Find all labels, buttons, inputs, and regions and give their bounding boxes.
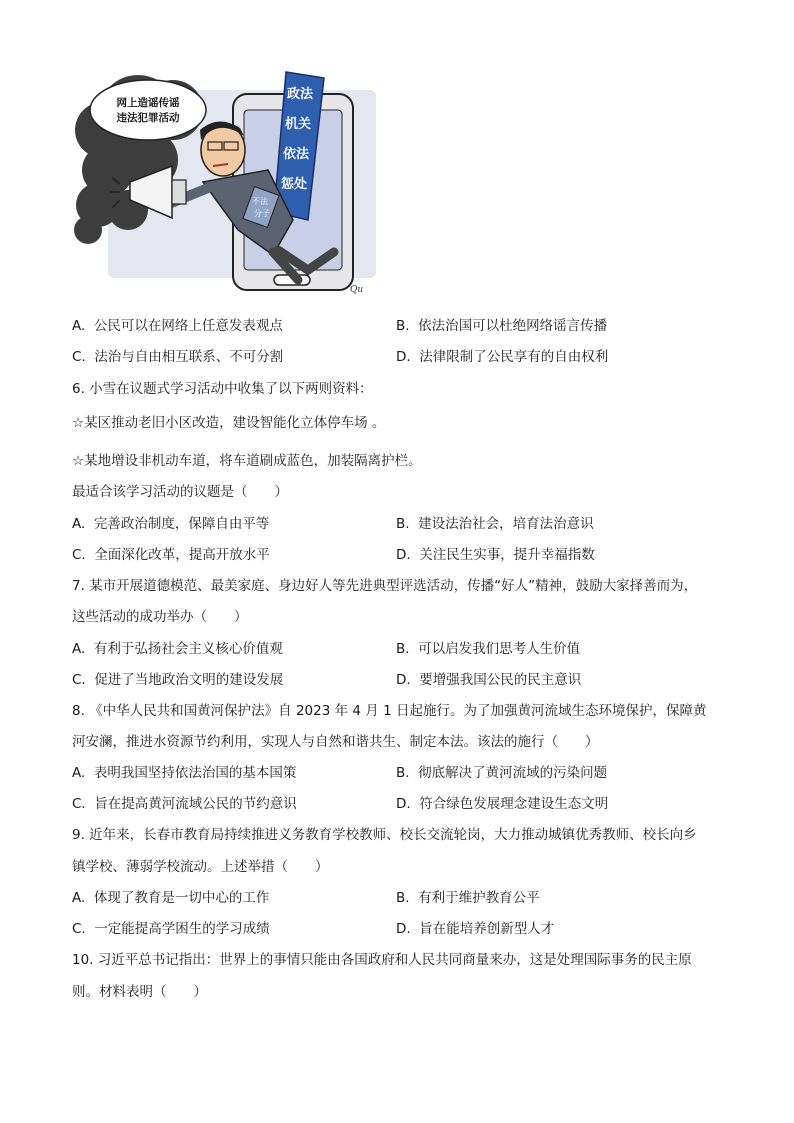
option-letter: C. — [72, 547, 86, 563]
option-text: 建设法治社会，培育法治意识 — [418, 516, 594, 532]
q6-option-c[interactable] — [72, 546, 270, 564]
option-letter: D. — [396, 796, 411, 812]
option-letter: A. — [72, 890, 86, 906]
option-text: 可以启发我们思考人生价值 — [418, 641, 581, 657]
q6-question: 最适合该学习活动的议题是（ ） — [72, 484, 288, 500]
banner-text-1: 政法 — [286, 87, 314, 102]
q9-option-b[interactable] — [396, 889, 540, 907]
option-letter: B. — [396, 318, 410, 334]
q5-option-a[interactable] — [72, 317, 283, 335]
q5-option-b[interactable] — [396, 317, 607, 335]
option-text: 表明我国坚持依法治国的基本国策 — [93, 765, 297, 781]
q8-option-b[interactable] — [396, 764, 607, 782]
q9-stem-line-1: 9. 近年来，长春市教育局持续推进义务教育学校教师、校长交流轮岗，大力推动城镇优秀教师、校长向乡 — [72, 827, 697, 843]
q8-stem-line-1: 8. 《中华人民共和国黄河保护法》自 2023 年 4 月 1 日起施行。为了加强黄河流域生态环境保护，保障黄 — [72, 703, 707, 719]
q8-option-d[interactable] — [396, 795, 608, 813]
speech-bubble-line-1: 网上造谣传谣 — [116, 97, 180, 109]
option-letter: B. — [396, 516, 410, 532]
option-letter: C. — [72, 921, 86, 937]
q7-stem-line-1: 7. 某市开展道德模范、最美家庭、身边好人等先进典型评选活动，传播“好人”精神，鼓励大家择善而为， — [72, 578, 698, 594]
option-letter: B. — [396, 765, 410, 781]
option-letter: A. — [72, 516, 86, 532]
option-text: 体现了教育是一切中心的工作 — [93, 890, 270, 906]
option-text: 依法治国可以杜绝网络谣言传播 — [418, 318, 608, 334]
q6-material-1: ☆某区推动老旧小区改造，建设智能化立体停车场 。 — [72, 415, 386, 431]
q10-stem-line-1: 10. 习近平总书记指出：世界上的事情只能由各国政府和人民共同商量来办，这是处理国际事务的民主原 — [72, 952, 692, 968]
option-text: 符合绿色发展理念建设生态文明 — [419, 796, 609, 812]
option-text: 彻底解决了黄河流域的污染问题 — [418, 765, 608, 781]
q7-option-c[interactable] — [72, 671, 283, 689]
arm-sash-text-2: 分子 — [254, 209, 270, 218]
banner-text-4: 惩处 — [280, 177, 308, 192]
q9-option-d[interactable] — [396, 920, 554, 938]
option-letter: C. — [72, 349, 86, 365]
option-letter: B. — [396, 890, 410, 906]
option-letter: D. — [396, 672, 411, 688]
q5-option-d[interactable] — [396, 348, 608, 366]
q7-option-a[interactable] — [72, 640, 283, 658]
option-text: 要增强我国公民的民主意识 — [419, 672, 582, 688]
q7-stem-line-2: 这些活动的成功举办（ ） — [72, 609, 248, 625]
q9-option-a[interactable] — [72, 889, 269, 907]
q6-option-a[interactable] — [72, 515, 269, 533]
option-letter: A. — [72, 318, 86, 334]
option-text: 促进了当地政治文明的建设发展 — [94, 672, 284, 688]
option-letter: A. — [72, 765, 86, 781]
option-letter: C. — [72, 672, 86, 688]
speech-bubble-line-2: 违法犯罪活动 — [116, 112, 180, 124]
option-letter: D. — [396, 547, 411, 563]
q9-stem-line-2: 镇学校、薄弱学校流动。上述举措（ ） — [72, 859, 329, 875]
option-letter: D. — [396, 921, 411, 937]
option-text: 法律限制了公民享有的自由权利 — [419, 349, 609, 365]
option-text: 法治与自由相互联系、不可分割 — [94, 349, 284, 365]
artist-signature: Qu — [350, 285, 364, 295]
arm-sash-text-1: 不法 — [252, 197, 268, 206]
option-text: 有利于弘扬社会主义核心价值观 — [93, 641, 283, 657]
q7-option-d[interactable] — [396, 671, 581, 689]
option-text: 全面深化改革，提高开放水平 — [94, 547, 270, 563]
q8-option-c[interactable] — [72, 795, 297, 813]
option-letter: C. — [72, 796, 86, 812]
option-text: 关注民生实事，提升幸福指数 — [419, 547, 595, 563]
q10-stem-line-2: 则。材料表明（ ） — [72, 984, 207, 1000]
q5-option-c[interactable] — [72, 348, 283, 366]
q6-option-d[interactable] — [396, 546, 595, 564]
q8-stem-line-2: 河安澜，推进水资源节约利用，实现人与自然和谐共生、制定本法。该法的施行（ ） — [72, 734, 599, 750]
q7-option-b[interactable] — [396, 640, 580, 658]
option-text: 完善政治制度，保障自由平等 — [93, 516, 270, 532]
q6-material-2: ☆某地增设非机动车道，将车道刷成蓝色，加装隔离护栏。 — [72, 453, 422, 469]
option-text: 一定能提高学困生的学习成绩 — [94, 921, 270, 937]
q6-option-b[interactable] — [396, 515, 594, 533]
q8-option-a[interactable] — [72, 764, 296, 782]
option-text: 有利于维护教育公平 — [418, 890, 540, 906]
banner-text-3: 依法 — [282, 147, 310, 162]
option-letter: D. — [396, 349, 411, 365]
cartoon-illustration — [68, 70, 380, 298]
option-text: 旨在提高黄河流域公民的节约意识 — [94, 796, 297, 812]
banner-text-2: 机关 — [284, 117, 312, 132]
option-letter: A. — [72, 641, 86, 657]
option-letter: B. — [396, 641, 410, 657]
q6-stem: 6. 小雪在议题式学习活动中收集了以下两则资料： — [72, 381, 373, 397]
q9-option-c[interactable] — [72, 920, 270, 938]
option-text: 旨在能培养创新型人才 — [419, 921, 555, 937]
option-text: 公民可以在网络上任意发表观点 — [93, 318, 283, 334]
